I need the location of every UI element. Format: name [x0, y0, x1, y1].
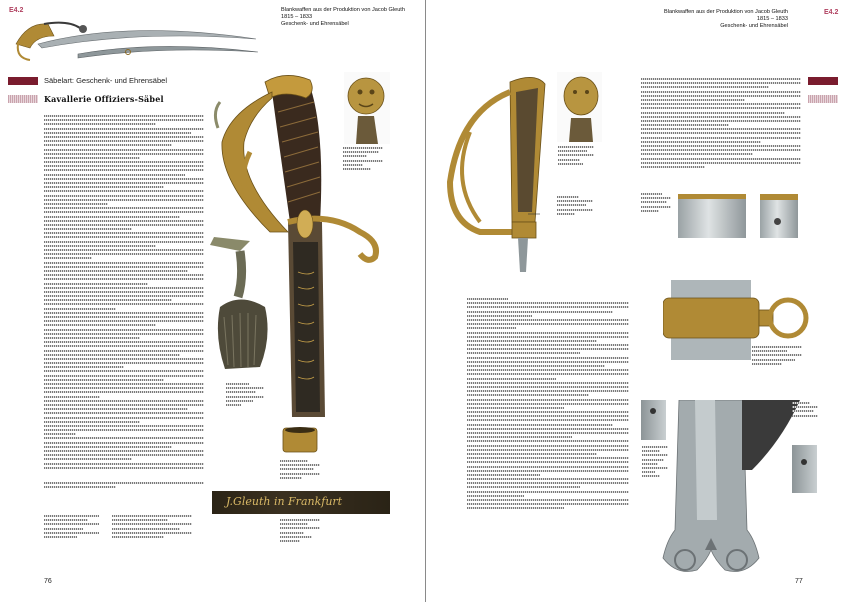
section-code: E4.2	[9, 7, 24, 14]
page-number: 76	[44, 578, 52, 585]
title-bar	[808, 95, 838, 103]
section-code: E4.2	[824, 9, 839, 16]
hilt-side-caption	[557, 196, 593, 217]
sabre-overview-photo	[8, 14, 263, 66]
body-text-column	[641, 78, 801, 170]
footnote-text	[44, 482, 204, 490]
header-years: 1815 – 1833	[281, 14, 313, 20]
header-subtitle: Geschenk- und Ehrensäbel	[281, 21, 349, 27]
hilt-side-photo	[440, 72, 550, 272]
scabbard-tip-photo	[760, 194, 798, 238]
category-label: Säbelart: Geschenk- und Ehrensäbel	[44, 76, 167, 85]
body-text-column	[44, 115, 204, 471]
inscription-caption	[280, 519, 320, 544]
inscription-text: J.Gleuth in Frankfurt	[226, 495, 343, 508]
stats-block-right	[112, 515, 192, 540]
sword-knot-photo	[210, 237, 275, 377]
spine-fold	[425, 0, 426, 602]
header-subtitle: Geschenk- und Ehrensäbel	[720, 23, 788, 29]
lion-side-caption	[558, 146, 594, 167]
blade-inscription-photo	[212, 491, 390, 514]
header-title: Blankwaffen aus der Produktion von Jacob Gleuth	[664, 9, 788, 15]
scabbard-caption	[641, 193, 671, 214]
scabbard-mouth-photo	[279, 424, 322, 456]
page-header	[281, 7, 405, 28]
ring-mount-caption	[752, 346, 802, 367]
chape-inset-left	[641, 400, 666, 440]
main-text-column	[467, 298, 629, 512]
sword-knot-caption	[226, 383, 264, 408]
page-header	[658, 9, 788, 30]
lion-side-photo	[557, 72, 602, 142]
header-title: Blankwaffen aus der Produktion von Jacob Gleuth	[281, 7, 405, 13]
category-bar	[8, 77, 38, 85]
scabbard-mouth-caption	[280, 460, 320, 481]
chape-caption-left	[642, 446, 668, 480]
pommel-caption	[343, 147, 383, 172]
item-title: Kavallerie Offiziers-Säbel	[44, 94, 164, 104]
chape-caption-right	[792, 402, 818, 419]
header-years: 1815 – 1833	[756, 16, 788, 22]
lion-pommel-photo	[344, 72, 390, 144]
stats-block-left	[44, 515, 99, 540]
page-number: 77	[795, 578, 803, 585]
title-bar	[8, 95, 38, 103]
scabbard-section-photo	[678, 194, 746, 238]
category-bar	[808, 77, 838, 85]
